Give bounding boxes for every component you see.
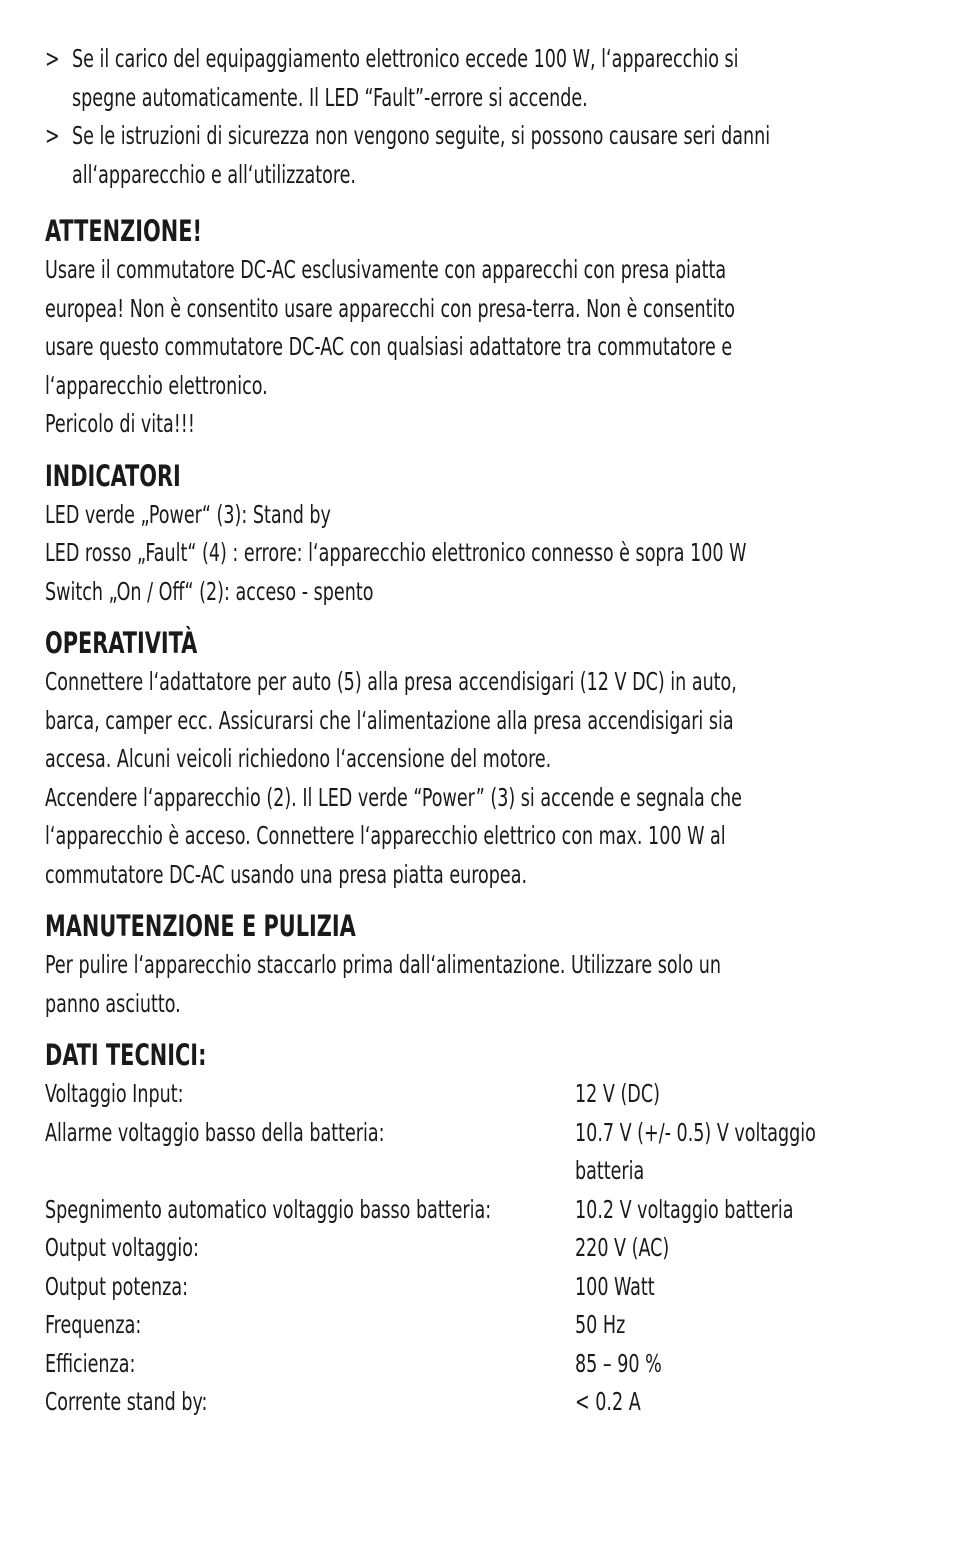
bullet-line: spegne automaticamente. Il LED “Fault”-errore si accende. xyxy=(72,82,588,112)
paragraph-line: LED verde „Power“ (3): Stand by xyxy=(45,499,331,529)
spec-row xyxy=(45,1114,915,1191)
paragraph-line: l‘apparecchio è acceso. Connettere l‘apparecchio elettrico con max. 100 W al xyxy=(45,821,726,850)
warning-bullets xyxy=(45,40,915,194)
spec-row xyxy=(45,1383,915,1422)
bullet-mark: > xyxy=(45,121,60,150)
spec-row xyxy=(45,1191,915,1230)
paragraph-line: panno asciutto. xyxy=(45,988,181,1018)
spec-value: 10.7 V (+/- 0.5) V voltaggio xyxy=(575,1117,816,1147)
document-page xyxy=(45,40,915,1422)
paragraph-line: usare questo commutatore DC-AC con qualsiasi adattatore tra commutatore e xyxy=(45,332,733,361)
spec-row xyxy=(45,1345,915,1384)
spec-value: 10.2 V voltaggio batteria xyxy=(575,1194,794,1224)
spec-label: Voltaggio Input: xyxy=(45,1079,184,1108)
bullet-line: Se le istruzioni di sicurezza non vengono seguite, si possono causare seri danni xyxy=(72,121,771,150)
paragraph-line: europea! Non è consentito usare apparecchi con presa-terra. Non è consentito xyxy=(45,293,735,323)
spec-row xyxy=(45,1075,915,1114)
bullet-line: all‘apparecchio e all‘utilizzatore. xyxy=(72,159,356,189)
paragraph-line: barca, camper ecc. Assicurarsi che l‘alimentazione alla presa accendisigari sia xyxy=(45,705,734,735)
paragraph-line: Usare il commutatore DC-AC esclusivamente con apparecchi con presa piatta xyxy=(45,255,727,284)
section-title: OPERATIVITÀ xyxy=(45,626,198,660)
spec-value: 85 – 90 % xyxy=(575,1348,662,1378)
paragraph-line: Per pulire l‘apparecchio staccarlo prima dall‘alimentazione. Utilizzare solo un xyxy=(45,950,721,979)
spec-table xyxy=(45,1075,915,1422)
spec-label: Output potenza: xyxy=(45,1271,189,1301)
spec-value: 12 V (DC) xyxy=(575,1079,660,1108)
section-title: DATI TECNICI: xyxy=(45,1038,207,1072)
spec-value: 220 V (AC) xyxy=(575,1233,670,1262)
spec-label: Spegnimento automatico voltaggio basso batteria: xyxy=(45,1194,492,1224)
spec-label: Corrente stand by: xyxy=(45,1387,208,1416)
spec-value: batteria xyxy=(575,1156,645,1185)
spec-value: < 0.2 A xyxy=(575,1387,641,1416)
section-attenzione xyxy=(45,211,915,444)
spec-label: Allarme voltaggio basso della batteria: xyxy=(45,1117,385,1147)
spec-label: Output voltaggio: xyxy=(45,1233,199,1262)
paragraph-line: l‘apparecchio elettronico. xyxy=(45,370,268,400)
paragraph-line: Switch „On / Off“ (2): acceso - spento xyxy=(45,576,374,606)
spec-row xyxy=(45,1229,915,1268)
section-title: INDICATORI xyxy=(45,458,181,493)
spec-value: 50 Hz xyxy=(575,1310,626,1339)
paragraph-line: accesa. Alcuni veicoli richiedono l‘accensione del motore. xyxy=(45,744,552,773)
paragraph-line: Connettere l‘adattatore per auto (5) alla presa accendisigari (12 V DC) in auto, xyxy=(45,667,737,696)
spec-value: 100 Watt xyxy=(575,1271,655,1301)
paragraph-line: commutatore DC-AC usando una presa piatta europea. xyxy=(45,859,528,889)
section-title: ATTENZIONE! xyxy=(45,214,202,248)
spec-row xyxy=(45,1268,915,1307)
section-manutenzione xyxy=(45,906,915,1023)
bullet-item xyxy=(45,117,915,194)
paragraph-line: LED rosso „Fault“ (4) : errore: l‘apparecchio elettronico connesso è sopra 100 W xyxy=(45,538,747,567)
section-dati-tecnici xyxy=(45,1035,915,1422)
spec-label: Efficienza: xyxy=(45,1348,136,1378)
paragraph-line: Accendere l‘apparecchio (2). Il LED verde “Power” (3) si accende e segnala che xyxy=(45,782,742,812)
section-title: MANUTENZIONE E PULIZIA xyxy=(45,909,356,943)
paragraph-line: Pericolo di vita!!! xyxy=(45,409,195,438)
bullet-item xyxy=(45,40,915,117)
spec-row xyxy=(45,1306,915,1345)
spec-label: Frequenza: xyxy=(45,1310,142,1339)
section-indicatori xyxy=(45,456,915,612)
section-operativita xyxy=(45,623,915,894)
bullet-line: Se il carico del equipaggiamento elettronico eccede 100 W, l‘apparecchio si xyxy=(72,44,739,73)
bullet-mark: > xyxy=(45,44,60,73)
